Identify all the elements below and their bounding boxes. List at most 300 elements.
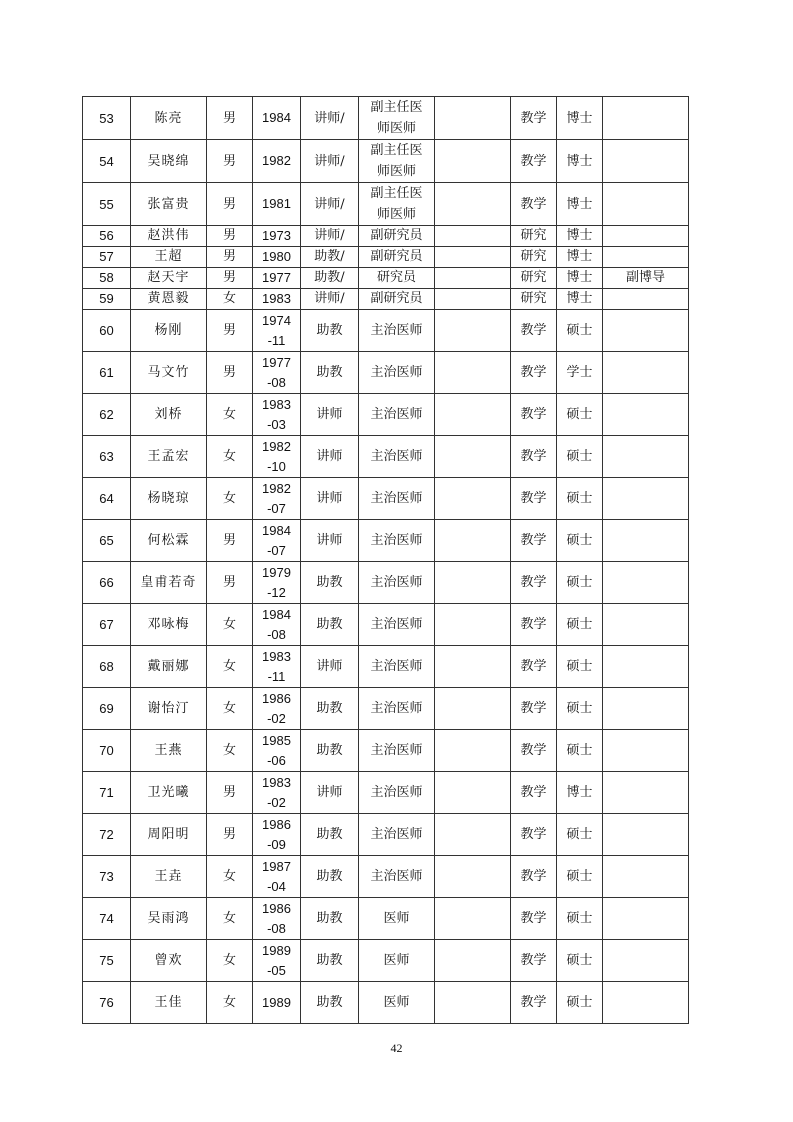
cell-number: 59	[83, 289, 131, 310]
cell-name: 王垚	[131, 856, 207, 898]
cell-birth-line: 1977	[262, 354, 291, 370]
cell-name: 赵洪伟	[131, 226, 207, 247]
cell-professional	[359, 268, 435, 289]
cell-name: 何松霖	[131, 520, 207, 562]
cell-professional-line: 师医师	[376, 121, 416, 136]
cell-title: 助教/	[301, 268, 359, 289]
cell-professional	[359, 436, 435, 478]
cell-professional	[359, 772, 435, 814]
table-row	[83, 268, 689, 289]
table-row	[83, 772, 689, 814]
table-row	[83, 247, 689, 268]
cell-professional-line: 主治医师	[370, 323, 423, 338]
cell-type: 研究	[511, 289, 557, 310]
cell-birth	[253, 478, 301, 520]
cell-type: 教学	[511, 140, 557, 183]
cell-note	[603, 604, 689, 646]
cell-professional-line: 主治医师	[370, 785, 423, 800]
cell-gender: 男	[207, 520, 253, 562]
cell-blank	[435, 562, 511, 604]
cell-note	[603, 478, 689, 520]
table-row	[83, 856, 689, 898]
cell-blank	[435, 247, 511, 268]
cell-title: 讲师	[301, 394, 359, 436]
cell-type: 研究	[511, 268, 557, 289]
cell-birth-line: 1980	[262, 249, 291, 264]
cell-gender: 男	[207, 268, 253, 289]
table-row	[83, 520, 689, 562]
cell-note	[603, 436, 689, 478]
table-row	[83, 730, 689, 772]
table-row	[83, 226, 689, 247]
cell-degree: 博士	[557, 268, 603, 289]
cell-title: 讲师/	[301, 226, 359, 247]
cell-birth	[253, 520, 301, 562]
cell-degree: 博士	[557, 97, 603, 140]
cell-title: 助教	[301, 898, 359, 940]
cell-degree: 学士	[557, 352, 603, 394]
cell-number: 65	[83, 520, 131, 562]
cell-name: 马文竹	[131, 352, 207, 394]
cell-professional-line: 主治医师	[370, 659, 423, 674]
cell-blank	[435, 520, 511, 562]
cell-professional	[359, 247, 435, 268]
cell-professional-line: 主治医师	[370, 575, 423, 590]
cell-professional	[359, 940, 435, 982]
cell-birth	[253, 604, 301, 646]
cell-type: 教学	[511, 604, 557, 646]
cell-degree: 博士	[557, 247, 603, 268]
cell-number: 72	[83, 814, 131, 856]
cell-gender: 男	[207, 247, 253, 268]
cell-blank	[435, 856, 511, 898]
cell-degree: 硕士	[557, 688, 603, 730]
cell-birth-line: -11	[267, 332, 286, 348]
cell-gender: 女	[207, 856, 253, 898]
cell-professional	[359, 898, 435, 940]
cell-name: 杨刚	[131, 310, 207, 352]
cell-professional	[359, 730, 435, 772]
cell-type: 教学	[511, 97, 557, 140]
cell-birth-line: 1986	[262, 690, 291, 706]
cell-number: 56	[83, 226, 131, 247]
cell-degree: 硕士	[557, 856, 603, 898]
staff-table	[82, 96, 689, 1024]
cell-professional-line: 主治医师	[370, 491, 423, 506]
cell-birth-line: 1983	[262, 774, 291, 790]
cell-blank	[435, 772, 511, 814]
cell-birth-line: 1979	[262, 564, 291, 580]
cell-professional-line: 副主任医	[370, 100, 423, 115]
cell-number: 70	[83, 730, 131, 772]
cell-professional	[359, 688, 435, 730]
cell-professional-line: 主治医师	[370, 365, 423, 380]
cell-note	[603, 982, 689, 1024]
cell-birth	[253, 856, 301, 898]
cell-birth-line: 1982	[262, 438, 291, 454]
cell-title: 讲师/	[301, 97, 359, 140]
cell-note	[603, 140, 689, 183]
cell-birth	[253, 982, 301, 1024]
cell-degree: 硕士	[557, 982, 603, 1024]
cell-blank	[435, 310, 511, 352]
cell-name: 吴晓绵	[131, 140, 207, 183]
cell-blank	[435, 982, 511, 1024]
cell-birth-line: 1984	[262, 522, 291, 538]
cell-note	[603, 898, 689, 940]
cell-type: 教学	[511, 436, 557, 478]
cell-professional	[359, 140, 435, 183]
cell-professional	[359, 856, 435, 898]
table-row	[83, 289, 689, 310]
cell-number: 71	[83, 772, 131, 814]
cell-type: 教学	[511, 940, 557, 982]
cell-birth	[253, 814, 301, 856]
cell-name: 王孟宏	[131, 436, 207, 478]
cell-professional-line: 医师	[383, 995, 410, 1010]
cell-gender: 男	[207, 226, 253, 247]
table-row	[83, 604, 689, 646]
cell-gender: 男	[207, 97, 253, 140]
cell-degree: 硕士	[557, 646, 603, 688]
cell-gender: 女	[207, 604, 253, 646]
cell-number: 69	[83, 688, 131, 730]
cell-gender: 女	[207, 982, 253, 1024]
cell-note	[603, 247, 689, 268]
table-row	[83, 140, 689, 183]
cell-birth	[253, 436, 301, 478]
cell-birth-line: 1982	[262, 480, 291, 496]
cell-professional-line: 主治医师	[370, 701, 423, 716]
cell-degree: 博士	[557, 183, 603, 226]
cell-type: 教学	[511, 562, 557, 604]
cell-gender: 女	[207, 940, 253, 982]
cell-gender: 男	[207, 140, 253, 183]
cell-professional-line: 副主任医	[370, 143, 423, 158]
cell-blank	[435, 604, 511, 646]
cell-number: 73	[83, 856, 131, 898]
cell-birth-line: 1977	[262, 270, 291, 285]
cell-title: 助教	[301, 856, 359, 898]
cell-note	[603, 562, 689, 604]
cell-blank	[435, 183, 511, 226]
cell-birth	[253, 247, 301, 268]
cell-note	[603, 730, 689, 772]
cell-birth-line: 1974	[262, 312, 291, 328]
cell-birth-line: 1984	[262, 606, 291, 622]
cell-name: 陈亮	[131, 97, 207, 140]
table-row	[83, 478, 689, 520]
cell-title: 讲师/	[301, 140, 359, 183]
cell-title: 助教	[301, 940, 359, 982]
cell-birth	[253, 898, 301, 940]
table-row	[83, 97, 689, 140]
cell-professional	[359, 394, 435, 436]
cell-degree: 硕士	[557, 730, 603, 772]
cell-number: 55	[83, 183, 131, 226]
cell-birth	[253, 730, 301, 772]
cell-blank	[435, 289, 511, 310]
cell-birth-line: 1984	[262, 110, 291, 125]
cell-professional	[359, 352, 435, 394]
cell-title: 讲师	[301, 520, 359, 562]
cell-birth-line: -07	[267, 500, 286, 516]
cell-professional	[359, 520, 435, 562]
cell-professional-line: 医师	[383, 953, 410, 968]
cell-type: 教学	[511, 898, 557, 940]
cell-birth-line: -02	[267, 794, 286, 810]
cell-name: 王燕	[131, 730, 207, 772]
cell-birth	[253, 140, 301, 183]
cell-title: 助教/	[301, 247, 359, 268]
cell-birth-line: 1986	[262, 900, 291, 916]
cell-blank	[435, 436, 511, 478]
cell-title: 助教	[301, 730, 359, 772]
cell-birth-line: 1982	[262, 153, 291, 168]
cell-type: 教学	[511, 646, 557, 688]
cell-number: 57	[83, 247, 131, 268]
cell-note	[603, 97, 689, 140]
cell-type: 教学	[511, 688, 557, 730]
cell-name: 吴雨鸿	[131, 898, 207, 940]
table-row	[83, 898, 689, 940]
cell-type: 教学	[511, 982, 557, 1024]
cell-note	[603, 772, 689, 814]
cell-gender: 女	[207, 289, 253, 310]
cell-professional-line: 研究员	[376, 270, 416, 285]
cell-gender: 女	[207, 730, 253, 772]
cell-birth-line: 1981	[262, 196, 291, 211]
cell-birth-line: -05	[267, 962, 286, 978]
cell-professional	[359, 982, 435, 1024]
cell-number: 58	[83, 268, 131, 289]
cell-gender: 男	[207, 772, 253, 814]
cell-title: 讲师/	[301, 183, 359, 226]
cell-degree: 博士	[557, 772, 603, 814]
cell-degree: 硕士	[557, 898, 603, 940]
cell-birth	[253, 310, 301, 352]
cell-number: 64	[83, 478, 131, 520]
cell-name: 皇甫若奇	[131, 562, 207, 604]
cell-professional	[359, 310, 435, 352]
cell-birth	[253, 772, 301, 814]
cell-number: 63	[83, 436, 131, 478]
cell-title: 助教	[301, 562, 359, 604]
cell-birth	[253, 97, 301, 140]
cell-blank	[435, 730, 511, 772]
cell-blank	[435, 646, 511, 688]
table-row	[83, 646, 689, 688]
cell-gender: 男	[207, 814, 253, 856]
cell-type: 教学	[511, 730, 557, 772]
cell-blank	[435, 394, 511, 436]
cell-note	[603, 688, 689, 730]
cell-name: 王佳	[131, 982, 207, 1024]
cell-degree: 硕士	[557, 520, 603, 562]
cell-note	[603, 310, 689, 352]
cell-blank	[435, 898, 511, 940]
cell-professional	[359, 814, 435, 856]
cell-birth	[253, 268, 301, 289]
table-row	[83, 688, 689, 730]
cell-type: 教学	[511, 772, 557, 814]
cell-professional	[359, 289, 435, 310]
cell-number: 75	[83, 940, 131, 982]
cell-title: 讲师	[301, 436, 359, 478]
cell-birth-line: -12	[267, 584, 286, 600]
cell-number: 68	[83, 646, 131, 688]
cell-blank	[435, 97, 511, 140]
cell-number: 76	[83, 982, 131, 1024]
cell-title: 助教	[301, 982, 359, 1024]
cell-gender: 女	[207, 436, 253, 478]
cell-professional-line: 师医师	[376, 207, 416, 222]
cell-number: 67	[83, 604, 131, 646]
table-row	[83, 310, 689, 352]
cell-birth-line: 1983	[262, 648, 291, 664]
cell-professional	[359, 97, 435, 140]
cell-title: 助教	[301, 310, 359, 352]
cell-blank	[435, 268, 511, 289]
cell-title: 讲师/	[301, 289, 359, 310]
cell-blank	[435, 688, 511, 730]
cell-birth-line: -08	[267, 374, 286, 390]
cell-name: 赵天宇	[131, 268, 207, 289]
cell-gender: 男	[207, 562, 253, 604]
cell-professional	[359, 478, 435, 520]
cell-gender: 女	[207, 394, 253, 436]
cell-birth-line: 1989	[262, 994, 291, 1010]
table-row	[83, 352, 689, 394]
cell-blank	[435, 226, 511, 247]
cell-degree: 硕士	[557, 604, 603, 646]
cell-gender: 男	[207, 310, 253, 352]
cell-type: 教学	[511, 394, 557, 436]
cell-birth-line: -03	[267, 416, 286, 432]
cell-professional-line: 主治医师	[370, 827, 423, 842]
cell-note	[603, 940, 689, 982]
cell-degree: 硕士	[557, 562, 603, 604]
cell-birth-line: 1983	[262, 291, 291, 306]
cell-note	[603, 289, 689, 310]
cell-number: 60	[83, 310, 131, 352]
cell-birth-line: 1983	[262, 396, 291, 412]
cell-professional	[359, 183, 435, 226]
cell-blank	[435, 478, 511, 520]
cell-birth-line: -06	[267, 752, 286, 768]
cell-professional-line: 主治医师	[370, 449, 423, 464]
cell-name: 曾欢	[131, 940, 207, 982]
table-body	[83, 97, 689, 1024]
cell-birth-line: -08	[267, 626, 286, 642]
cell-blank	[435, 140, 511, 183]
page-number: 42	[390, 1041, 403, 1055]
table-row	[83, 436, 689, 478]
cell-birth	[253, 183, 301, 226]
cell-degree: 博士	[557, 226, 603, 247]
cell-professional-line: 主治医师	[370, 743, 423, 758]
cell-professional-line: 副研究员	[370, 291, 423, 306]
cell-number: 62	[83, 394, 131, 436]
cell-name: 黄恩毅	[131, 289, 207, 310]
cell-birth-line: 1986	[262, 816, 291, 832]
table-row	[83, 394, 689, 436]
cell-type: 教学	[511, 478, 557, 520]
cell-type: 研究	[511, 226, 557, 247]
cell-birth-line: -02	[267, 710, 286, 726]
table-row	[83, 982, 689, 1024]
cell-birth-line: -04	[267, 878, 286, 894]
cell-degree: 硕士	[557, 436, 603, 478]
cell-birth	[253, 394, 301, 436]
cell-blank	[435, 352, 511, 394]
cell-name: 戴丽娜	[131, 646, 207, 688]
cell-title: 助教	[301, 352, 359, 394]
cell-degree: 硕士	[557, 310, 603, 352]
cell-professional	[359, 226, 435, 247]
cell-degree: 硕士	[557, 940, 603, 982]
cell-birth-line: 1987	[262, 858, 291, 874]
cell-note	[603, 183, 689, 226]
table-row	[83, 940, 689, 982]
cell-note	[603, 226, 689, 247]
cell-professional-line: 副主任医	[370, 186, 423, 201]
cell-professional-line: 主治医师	[370, 617, 423, 632]
cell-degree: 硕士	[557, 478, 603, 520]
cell-title: 助教	[301, 604, 359, 646]
cell-birth	[253, 940, 301, 982]
cell-professional-line: 师医师	[376, 164, 416, 179]
table-row	[83, 562, 689, 604]
cell-professional-line: 医师	[383, 911, 410, 926]
cell-birth	[253, 688, 301, 730]
cell-birth	[253, 352, 301, 394]
cell-professional-line: 副研究员	[370, 228, 423, 243]
cell-name: 杨晓琼	[131, 478, 207, 520]
cell-name: 卫光曦	[131, 772, 207, 814]
cell-note	[603, 814, 689, 856]
cell-gender: 女	[207, 688, 253, 730]
cell-birth-line: -11	[267, 668, 286, 684]
cell-blank	[435, 814, 511, 856]
cell-name: 王超	[131, 247, 207, 268]
cell-number: 61	[83, 352, 131, 394]
cell-type: 研究	[511, 247, 557, 268]
cell-type: 教学	[511, 520, 557, 562]
cell-name: 刘桥	[131, 394, 207, 436]
cell-professional	[359, 562, 435, 604]
cell-note	[603, 520, 689, 562]
cell-gender: 女	[207, 646, 253, 688]
cell-note	[603, 856, 689, 898]
cell-type: 教学	[511, 183, 557, 226]
cell-degree: 硕士	[557, 394, 603, 436]
cell-title: 助教	[301, 814, 359, 856]
cell-professional-line: 主治医师	[370, 869, 423, 884]
cell-title: 讲师	[301, 772, 359, 814]
cell-name: 周阳明	[131, 814, 207, 856]
cell-professional	[359, 646, 435, 688]
cell-note	[603, 646, 689, 688]
cell-birth-line: 1989	[262, 942, 291, 958]
cell-gender: 女	[207, 478, 253, 520]
cell-type: 教学	[511, 310, 557, 352]
cell-birth-line: -08	[267, 920, 286, 936]
cell-title: 讲师	[301, 478, 359, 520]
cell-note	[603, 352, 689, 394]
cell-type: 教学	[511, 856, 557, 898]
cell-number: 66	[83, 562, 131, 604]
